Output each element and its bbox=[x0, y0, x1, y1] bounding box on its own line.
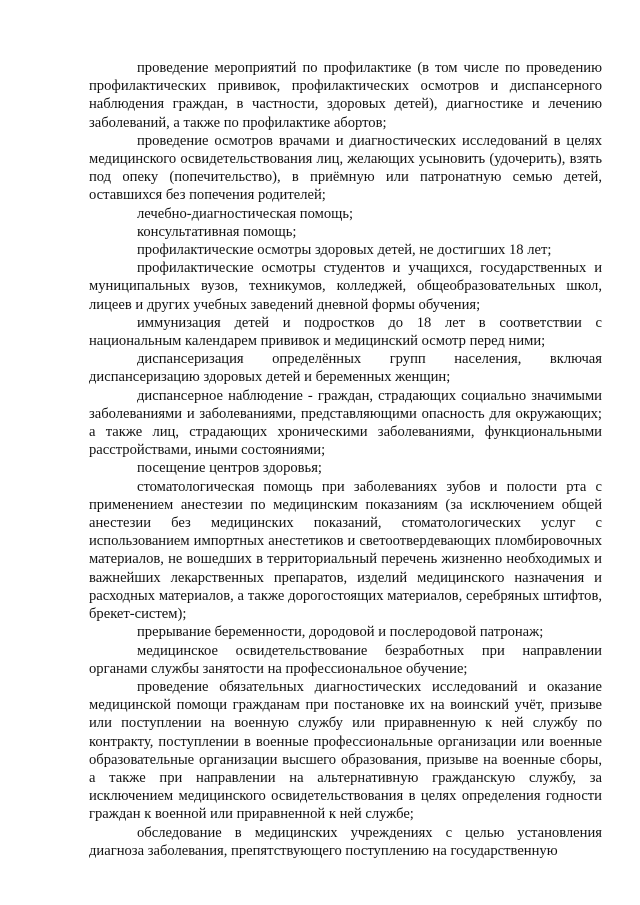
paragraph-student-exams: профилактические осмотры студентов и учащихся, государственных и муниципальных вузов, техникумов, колледжей, общеобразовательных школ, лицеев и других учебных заведений дневной формы обучения; bbox=[89, 260, 602, 313]
paragraph-unemployed-exam: медицинское освидетельствование безработных при направлении органами службы занятости на профессиональное обучение; bbox=[89, 642, 602, 677]
paragraph-consultative-care: консультативная помощь; bbox=[137, 223, 297, 240]
paragraph-dental-care: стоматологическая помощь при заболеваниях зубов и полости рта с применением анестезии по медицинским показаниям (за исключением общей анестезии без медицинских показаний, стоматологических услуг с использованием импортных анестетиков и светоотвердевающих пломбировочных материалов, не вошедших в территориальный перечень жизненно необходимых и важнейших лекарственных препаратов, изделий медицинского назначения и расходных материалов, а также дорогостоящих материалов, серебряных штифтов, брекет-систем); bbox=[89, 478, 602, 623]
paragraph-immunization: иммунизация детей и подростков до 18 лет в соответствии с национальным календарем прививок и медицинский осмотр перед ними; bbox=[89, 314, 602, 350]
paragraph-state-service-exam: обследование в медицинских учреждениях с целью установления диагноза заболевания, препятствующего поступлению на государственную bbox=[89, 824, 602, 859]
paragraph-health-centers: посещение центров здоровья; bbox=[137, 460, 322, 477]
paragraph-dispensary-observation: диспансерное наблюдение - граждан, страдающих социально значимыми заболеваниями и заболеваниями, представляющими опасность для окружающих; а также лиц, страдающих хроническими заболеваниями, функциональными расстройствами, иными состояниями; bbox=[89, 387, 602, 459]
paragraph-diagnostic-care: лечебно-диагностическая помощь; bbox=[137, 205, 354, 222]
paragraph-dispensarization: диспансеризация определённых групп населения, включая диспансеризацию здоровых детей и беременных женщин; bbox=[89, 351, 602, 386]
paragraph-adoption-exams: проведение осмотров врачами и диагностических исследований в целях медицинского освидетельствования лиц, желающих усыновить (удочерить), взять под опеку (попечительство), в приёмную или патронатную семью детей, оставшихся без попечения родителей; bbox=[89, 132, 602, 204]
paragraph-military-service: проведение обязательных диагностических исследований и оказание медицинской помощи гражданам при постановке их на воинский учёт, призыве или поступлении на военную службу или приравненную к ней службу по контракту, поступлении в военные профессиональные организации или военные образовательные организации высшего образования, призыве на военные сборы, а также при направлении на альтернативную гражданскую службу, за исключением медицинского освидетельствования в целях определения годности граждан к военной или приравненной к ней службе; bbox=[89, 678, 602, 823]
paragraph-pregnancy: прерывание беременности, дородовой и послеродовой патронаж; bbox=[137, 624, 544, 641]
paragraph-prevention: проведение мероприятий по профилактике (в том числе по проведению профилактических прививок, профилактических осмотров и диспансерного наблюдения граждан, в частности, здоровых детей), диагностике и лечению заболеваний, а также по профилактике абортов; bbox=[89, 60, 602, 131]
paragraph-children-exams: профилактические осмотры здоровых детей, не достигших 18 лет; bbox=[137, 242, 552, 259]
document-page bbox=[89, 59, 602, 860]
